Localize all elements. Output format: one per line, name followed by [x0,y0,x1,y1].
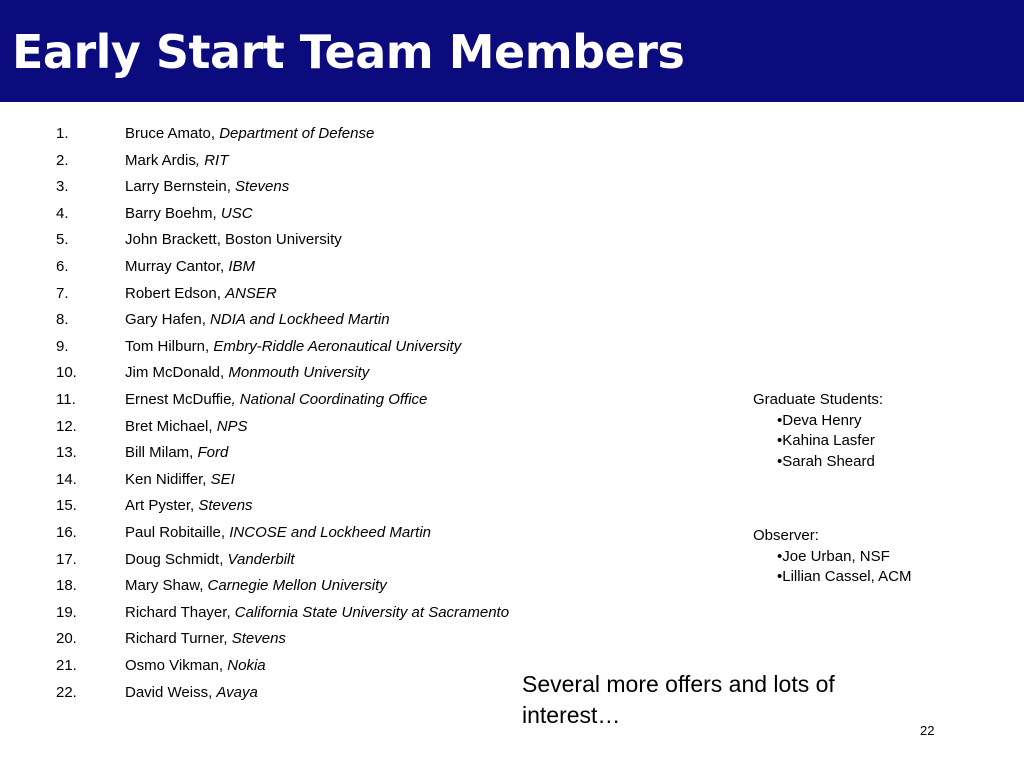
member-number: 10. [56,364,77,382]
member-number: 8. [56,311,69,329]
member-number: 7. [56,284,69,302]
member-entry [125,120,374,147]
member-number: 9. [56,337,69,355]
member-name: Barry Boehm, [125,204,221,222]
member-entry [125,652,266,679]
graduate-student-item: •Sarah Sheard [777,452,875,470]
member-name: Mary Shaw, [125,577,208,595]
member-organization: Embry-Riddle Aeronautical University [213,337,462,355]
member-name: Murray Cantor, [125,258,229,275]
member-entry [125,386,427,413]
member-name: Ernest McDuffie [125,391,232,408]
member-entry [125,466,235,493]
member-name: Jim McDonald, [125,364,229,382]
observer-heading: Observer: [753,527,819,544]
member-name: Art Pyster, [125,497,199,515]
member-entry [125,253,255,280]
member-organization: NPS [216,417,248,435]
member-name: Gary Hafen, [125,311,211,329]
member-name: John Brackett, Boston University [125,231,342,249]
member-entry [125,226,342,253]
member-name: Richard Turner, [125,630,232,648]
slide-title: Early Start Team Members [12,25,685,79]
member-number: 11. [56,391,76,408]
member-organization: Avaya [216,683,258,701]
member-organization: Stevens [198,497,253,515]
member-organization: Monmouth University [228,364,370,382]
member-entry [125,679,258,706]
member-name: Richard Thayer, [125,603,235,621]
member-entry [125,546,295,573]
member-name: Bret Michael, [125,417,217,435]
member-number: 12. [56,417,77,435]
member-name: Bill Milam, [125,444,198,462]
member-entry [125,492,253,519]
member-organization: IBM [228,258,256,275]
member-entry [125,147,228,174]
member-organization: NDIA and Lockheed Martin [210,311,390,329]
member-number: 17. [56,550,77,568]
member-organization: Carnegie Mellon University [207,577,387,595]
member-entry [125,572,387,599]
member-name: Osmo Vikman, [125,657,228,674]
member-entry [125,280,277,307]
member-number: 2. [56,151,69,169]
member-entry [125,599,509,626]
member-number: 5. [56,231,69,249]
member-entry [125,519,431,546]
member-entry [125,439,228,466]
member-organization: Stevens [231,630,286,648]
page-number: 22 [920,723,935,738]
member-entry [125,625,286,652]
observer-block [753,526,911,588]
member-number: 18. [56,577,77,595]
member-organization: Ford [197,444,229,462]
graduate-students-block [753,390,883,472]
member-name: Bruce Amato, [125,125,220,142]
member-organization: USC [220,204,253,222]
member-number: 21. [56,657,77,674]
member-entry [125,359,369,386]
member-number: 22. [56,683,77,701]
member-entry [125,413,248,440]
graduate-student-item: •Kahina Lasfer [777,432,875,449]
member-number: 19. [56,603,77,621]
note-text: Several more offers and lots of interest… [522,671,835,728]
member-organization: California State University at Sacramento [234,603,510,621]
member-name: Mark Ardis [125,151,196,169]
member-name: Ken Nidiffer, [125,470,211,488]
member-name: Larry Bernstein, [125,178,236,196]
member-number: 15. [56,497,77,515]
member-name: Doug Schmidt, [125,550,228,568]
member-organization: ANSER [225,284,277,302]
member-number: 1. [56,125,69,142]
member-organization: Vanderbilt [227,550,295,568]
graduate-student-item: •Deva Henry [777,411,862,429]
member-number: 4. [56,204,69,222]
member-organization: Department of Defense [219,125,375,142]
member-number: 16. [56,524,77,541]
member-organization: INCOSE and Lockheed Martin [229,524,432,541]
member-entry [125,333,461,360]
member-name: Paul Robitaille, [125,524,230,541]
observer-item: •Lillian Cassel, ACM [777,568,912,585]
member-number: 13. [56,444,77,462]
member-entry [125,173,289,200]
member-name: Tom Hilburn, [125,337,214,355]
member-number: 6. [56,258,69,275]
member-entry [125,200,253,227]
member-number: 14. [56,470,77,488]
member-name: Robert Edson, [125,284,226,302]
member-entry [125,306,390,333]
graduate-students-heading: Graduate Students: [753,391,884,408]
member-organization: , RIT [195,151,229,169]
member-organization: SEI [210,470,235,488]
member-name: David Weiss, [125,683,217,701]
member-number: 3. [56,178,69,196]
observer-item: •Joe Urban, NSF [777,547,890,565]
member-organization: Stevens [235,178,290,196]
member-organization: Nokia [227,657,266,674]
title-bar [0,0,1024,102]
member-number: 20. [56,630,77,648]
member-organization: , National Coordinating Office [231,391,428,408]
